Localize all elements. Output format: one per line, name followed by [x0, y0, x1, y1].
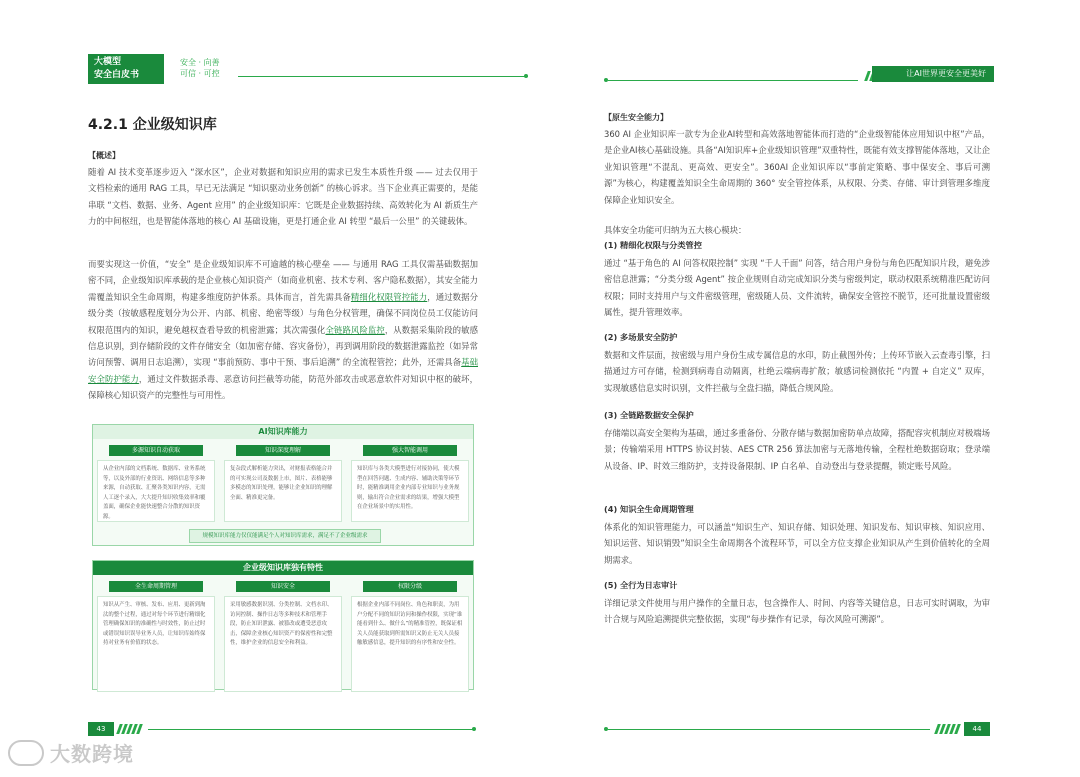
para2-text-a: 而要实现这一价值，“安全” 是企业级知识库不可逾越的核心壁垒 —— 与通用 RAG 工具仅需基础数据加密不同，企业级知识库承载的是企业核心知识资产（如商业机密、技术专利、客户隐私数据），其安全能力需覆盖知识全生命周期，构建多维度防护体系。具体而言，首先需具备: [88, 259, 478, 302]
enterprise-kb-features-figure: [92, 560, 474, 690]
watermark: [8, 738, 134, 767]
para2-text-b: ，通过数据分级分类（按敏感程度划分为公开、内部、机密、绝密等级）与角色分权管理，确保不同岗位员工仅能访问权限范围内的知识，避免越权查看导致的机密泄露；其次需强化: [88, 291, 479, 335]
figure1-column-body: 知识库与各类大模型进行对接协同，使大模型在回答问题、生成内容、辅助决策等环节时，能精准调用企业内部专业知识与业务规则，输出符合企业需求的结果，增强大模型在企业场景中的实用性。: [351, 460, 469, 522]
figure1-column: [97, 445, 215, 522]
figure2-column-body: 知识从产生、审核、发布、应用、更新到淘汰的整个过程，通过对每个环节进行精细化管理确保知识的准确性与时效性，防止过时或错误知识误导业务人员，让知识库始终保持对业务有价值的状态。: [97, 596, 215, 692]
figure1-column-head: 知识深度理解: [236, 445, 330, 456]
footer-rule: [148, 729, 474, 730]
native-security-label: 【原生安全能力】: [604, 113, 668, 122]
figure2-title: 企业级知识库独有特性: [93, 561, 473, 575]
overview-paragraph-1: 随着 AI 技术变革逐步迈入 “深水区”，企业对数据和知识应用的需求已发生本质性升级 —— 过去仅用于文档检索的通用 RAG 工具，早已无法满足 “知识驱动业务创新” 的核心诉求。当下企业真正需要的，是能串联 “文档、数据、业务、Agent 应用” 的企业级知识库：它既是企业数据持续、高效转化为 AI 新质生产力的中间枢纽，也是智能体落地的核心 AI 基础设施，更是打通企业 AI 转型 “最后一公里” 的关键载体。: [88, 167, 478, 227]
figure1-column: [351, 445, 469, 522]
module-body: 详细记录文件使用与用户操作的全量日志，包含操作人、时间、内容等关键信息，日志可实时调取，为审计合规与风险追溯提供完整依据，实现“每步操作有记录，每次风险可溯源”。: [604, 598, 990, 625]
left-header: [88, 54, 528, 84]
figure2-column-head: 知识安全: [236, 581, 330, 592]
page-number: 44: [964, 722, 990, 736]
footer-stripes: [936, 724, 959, 734]
header-sub-line2: 可信 · 可控: [180, 69, 220, 78]
header-rule: [608, 80, 858, 81]
module-data-security: [604, 410, 990, 474]
footer-rule-dot: [472, 727, 476, 731]
figure1-column-body: 从企业内部的文档系统、数据库、业务系统等，以及外部的行业资讯、网络信息等多种来源，自动获取、汇聚各类知识内容，无需人工逐个录入，大大提升知识收集效率和覆盖面，确保企业能快速整合分散的知识资源。: [97, 460, 215, 522]
ai-kb-capability-figure: [92, 424, 474, 546]
header-slogan: 让AI世界更安全更美好: [872, 66, 994, 82]
module-heading: (5) 全行为日志审计: [604, 580, 678, 590]
right-footer: [604, 720, 990, 740]
watermark-text: 大数跨境: [50, 742, 134, 766]
left-footer: [88, 720, 478, 740]
module-heading: (3) 全链路数据安全保护: [604, 410, 694, 420]
watermark-logo-icon: [8, 740, 44, 766]
overview-label: 【概述】: [88, 151, 120, 160]
header-sub-line1: 安全 · 向善: [180, 58, 220, 67]
figure2-column: [224, 581, 342, 692]
highlight-protection: 基础安全防护能力: [88, 357, 478, 384]
figure2-column-head: 权限分级: [363, 581, 457, 592]
header-tag-line2: 安全白皮书: [94, 70, 140, 80]
figure1-banner: 规模知识库能力仅仅能满足个人对知识库需求，满足不了企业级需求: [189, 529, 381, 543]
figure2-column-body: 根据企业内部不同岗位、角色和职责，为用户分配不同的知识访问和操作权限，实现“谁能看到什么、做什么”的精准管控，既保证相关人员能获取到所需知识又防止无关人员接触敏感信息，提升知识的有序性和安全性。: [351, 596, 469, 692]
highlight-permission: 精细化权限管控能力: [350, 291, 428, 302]
footer-rule: [608, 729, 930, 730]
figure2-column-head: 全生命周期管理: [109, 581, 203, 592]
module-heading: (4) 知识全生命周期管理: [604, 504, 694, 514]
page-number: 43: [88, 722, 114, 736]
figure2-column: [351, 581, 469, 692]
figure1-column-head: 强大智能调用: [363, 445, 457, 456]
module-body: 存储端以高安全架构为基础，通过多重备份、分散存储与数据加密防单点故障，搭配容灾机制应对极端场景；传输端采用 HTTPS 协议封装、AES CTR 256 算法加密与无落地传输，全程杜绝数据窃取；登录端从设备、IP、时效三维防护，支持设备限制、IP 白名单、自动登出与登录提醒，锁定账号风险。: [604, 428, 990, 471]
module-protection: [604, 332, 990, 396]
para2-text-c: ，从数据采集阶段的敏感信息识别，到存储阶段的文件存储安全（如加密存储、容灾备份），再到调用阶段的数据泄露监控（如异常访问预警、调用日志追溯），实现 “事前预防、事中干预、事后追溯” 的全流程管控；此外，还需具备: [88, 324, 479, 368]
para2-text-d: ，通过文件数据杀毒、恶意访问拦截等功能，防范外部攻击或恶意软件对知识中枢的破坏，保障核心知识资产的完整性与可用性。: [88, 373, 479, 401]
header-tag-line1: 大模型: [94, 57, 122, 67]
right-page: [604, 40, 994, 733]
module-heading: (1) 精细化权限与分类管控: [604, 240, 702, 250]
modules-intro: 具体安全功能可归纳为五大核心模块：: [604, 225, 747, 235]
left-page: [88, 40, 528, 733]
module-permission: [604, 240, 990, 321]
section-title: 4.2.1 企业级知识库: [88, 117, 217, 133]
native-security-paragraph: 360 AI 企业知识库一款专为企业AI转型和高效落地智能体而打造的“企业级智能体应用知识中枢”产品，是企业AI核心基础设施。具备“AI知识库+企业级知识管理”双重特性，既能有效支撑智能体落地，又让企业知识管理“不混乱、更高效、更安全”。360AI 企业知识库以“事前定策略、事中保安全、事后可溯源”为核心，构建覆盖知识全生命周期的 360° 安全管控体系，从权限、分类、存储、审计到管理多维度保障企业知识安全。: [604, 129, 990, 205]
figure1-column: [224, 445, 342, 522]
highlight-monitoring: 全链路风险监控: [325, 324, 385, 335]
figure2-column-body: 采用敏感数据识别、分类控制、文档水印、访问控制、操作日志等多种技术和管理手段，防止知识泄露、被篡改或遭受恶意攻击，保障企业核心知识资产的保密性和完整性，维护企业的信息安全和利益。: [224, 596, 342, 692]
header-rule-dot: [524, 74, 528, 78]
module-heading: (2) 多场景安全防护: [604, 332, 678, 342]
module-body: 通过 “基于角色的 AI 问答权限控制” 实现 “千人千面” 问答，结合用户身份与角色匹配知识片段，避免涉密信息泄露；“分类分级 Agent” 按企业规则自动完成知识分类与密级判定，联动权限系统精准匹配访问权限；同时支持用户与文件密级管理，密级随人员、文件流转，确保安全管控不脱节，还可批量设置密级属性，提升管理效率。: [604, 258, 990, 318]
overview-paragraph-2: [88, 256, 478, 404]
module-lifecycle: [604, 504, 990, 568]
header-rule: [238, 76, 528, 77]
figure1-title: AI知识库能力: [93, 425, 473, 439]
module-body: 数据和文件层面，按密级与用户身份生成专属信息的水印，防止截图外传；上传环节嵌入云查毒引擎，扫描通过方可存储，检测到病毒自动隔离，杜绝云端病毒扩散；敏感词检测依托 “内置 + 自定义” 双库，实现敏感信息实时识别，文件拦截与全盘扫描，降低合规风险。: [604, 350, 990, 393]
header-subtitle: [180, 57, 220, 79]
figure1-column-body: 复杂段式解析能力突出，对财报表格能合并的可实现公司及数据上市，图片、表格能够多模态的知识处理，能够让企业知识的理解全面、精准更完备。: [224, 460, 342, 522]
module-body: 体系化的知识管理能力，可以涵盖“知识生产、知识存储、知识处理、知识发布、知识审核、知识应用、知识运营、知识销毁”知识全生命周期各个流程环节，可以全方位支撑企业知识从产生到价值转化的全周期需求。: [604, 522, 990, 565]
right-header: [604, 54, 994, 84]
figure1-column-head: 多源知识自动获取: [109, 445, 203, 456]
figure2-column: [97, 581, 215, 692]
module-audit: [604, 580, 990, 628]
whitepaper-tag: [88, 54, 164, 84]
footer-stripes: [118, 724, 141, 734]
